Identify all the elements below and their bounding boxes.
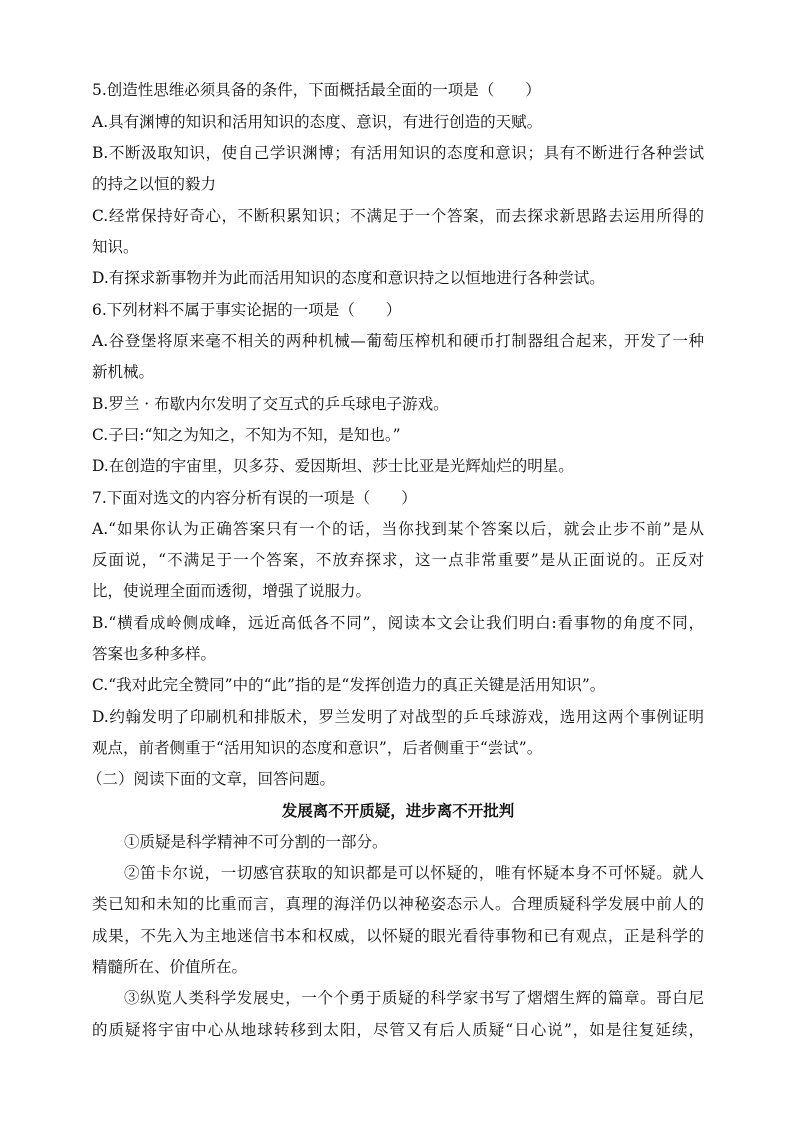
q6-option-b: B.罗兰 · 布歇内尔发明了交互式的乒乓球电子游戏。 xyxy=(92,395,449,413)
q5-option-c-line1: C.经常保持好奇心，不断积累知识；不满足于一个答案，而去探求新思路去运用所得的 xyxy=(92,207,704,225)
paragraph-2-line1: ②笛卡尔说，一切感官获取的知识都是可以怀疑的，唯有怀疑本身不可怀疑。就人 xyxy=(124,864,704,882)
q5-stem: 5.创造性思维必须具备的条件，下面概括最全面的一项是（ ） xyxy=(92,81,541,99)
q7-option-a-line1: A.“如果你认为正确答案只有一个的话，当你找到某个答案以后，就会止步不前”是从 xyxy=(92,520,704,538)
paragraph-1: ①质疑是科学精神不可分割的一部分。 xyxy=(124,833,388,851)
q7-option-d-line2: 观点，前者侧重于“活用知识的态度和意识”，后者侧重于“尝试”。 xyxy=(92,739,543,757)
q6-option-d: D.在创造的宇宙里，贝多芬、爱因斯坦、莎士比亚是光辉灿烂的明星。 xyxy=(92,457,574,475)
article-title: 发展离不开质疑，进步离不开批判 xyxy=(281,801,515,820)
q6-option-a-line1: A.谷登堡将原来毫不相关的两种机械—葡萄压榨机和硬币打制器组合起来，开发了一种 xyxy=(92,332,704,350)
q5-option-a: A.具有渊博的知识和活用知识的态度、意识，有进行创造的天赋。 xyxy=(92,113,543,131)
q7-option-c: C.“我对此完全赞同”中的“此”指的是“发挥创造力的真正关键是活用知识”。 xyxy=(92,676,606,694)
q7-option-d-line1: D.约翰发明了印刷机和排版术，罗兰发明了对战型的乒乓球游戏，选用这两个事例证明 xyxy=(92,708,704,726)
q5-option-b-line1: B.不断汲取知识，使自己学识渊博；有活用知识的态度和意识；具有不断进行各种尝试 xyxy=(92,144,704,162)
q6-option-a-line2: 新机械。 xyxy=(92,363,155,381)
paragraph-2-line3: 成果，不先入为主地迷信书本和权威，以怀疑的眼光看待事物和已有观点，正是科学的 xyxy=(92,927,704,945)
q7-option-a-line2: 反面说，“不满足于一个答案，不放弃探求，这一点非常重要”是从正面说的。正反对 xyxy=(92,551,704,569)
q5-option-b-line2: 的持之以恒的毅力 xyxy=(92,175,217,193)
q6-option-c: C.子曰:“知之为知之，不知为不知，是知也。” xyxy=(92,426,401,444)
paragraph-2-line2: 类已知和未知的比重而言，真理的海洋仍以神秘姿态示人。合理质疑科学发展中前人的 xyxy=(92,895,704,913)
paragraph-3-line2: 的质疑将宇宙中心从地球转移到太阳，尽管又有后人质疑“日心说”，如是往复延续， xyxy=(92,1021,704,1039)
paragraph-3-line1: ③纵览人类科学发展史，一个个勇于质疑的科学家书写了熠熠生辉的篇章。哥白尼 xyxy=(124,989,704,1007)
q6-stem: 6.下列材料不属于事实论据的一项是（ ） xyxy=(92,301,402,319)
section-heading: （二）阅读下面的文章，回答问题。 xyxy=(87,770,336,788)
q7-stem: 7.下面对选文的内容分析有误的一项是（ ） xyxy=(92,489,417,507)
paragraph-2-line4: 精髓所在、价值所在。 xyxy=(92,958,248,976)
q7-option-a-line3: 比，使说理全面而透彻，增强了说服力。 xyxy=(92,582,372,600)
q5-option-c-line2: 知识。 xyxy=(92,238,139,256)
q7-option-b-line1: B.“横看成岭侧成峰，远近高低各不同”，阅读本文会让我们明白:看事物的角度不同， xyxy=(92,614,704,632)
q5-option-d: D.有探求新事物并为此而活用知识的态度和意识持之以恒地进行各种尝试。 xyxy=(92,269,605,287)
q7-option-b-line2: 答案也多种多样。 xyxy=(92,645,217,663)
